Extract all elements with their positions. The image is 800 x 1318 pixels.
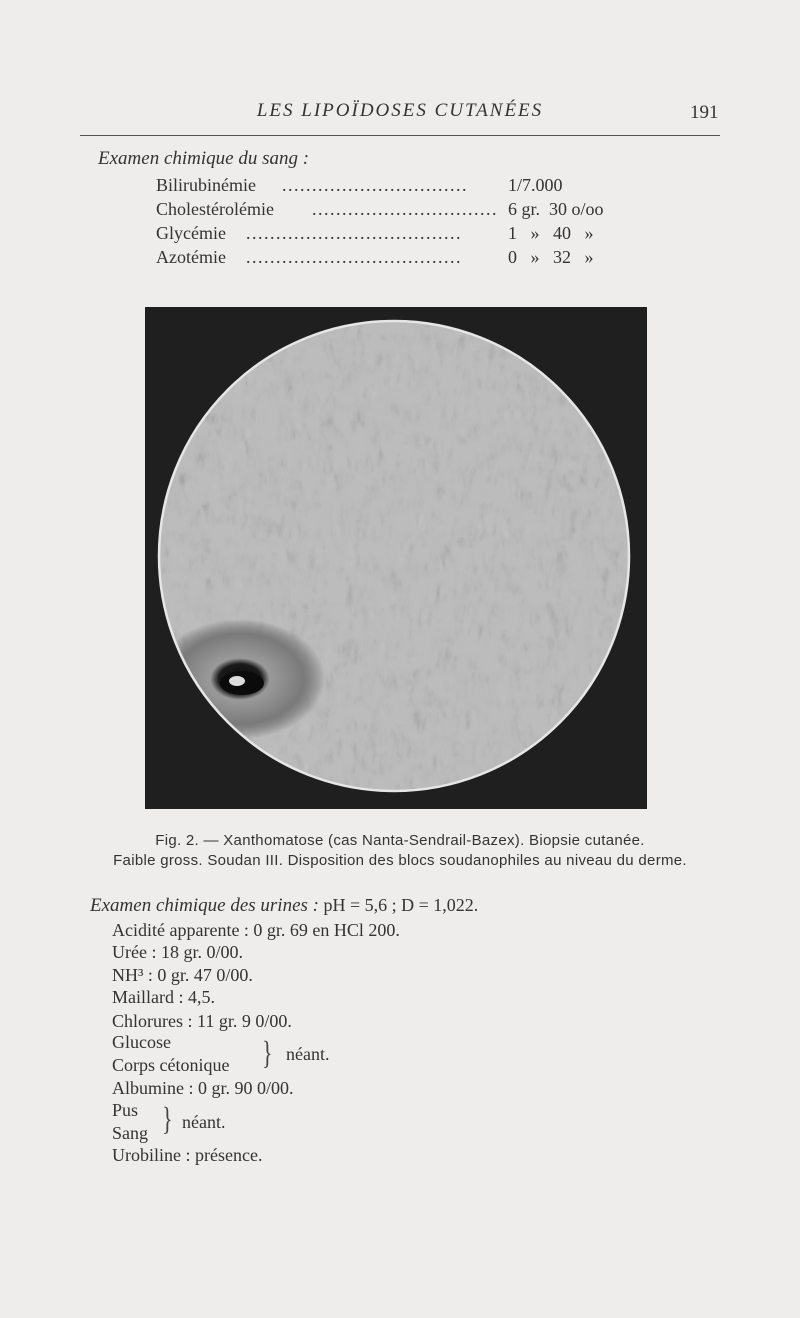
brace-icon: } <box>162 1099 173 1137</box>
running-title: LES LIPOÏDOSES CUTANÉES <box>256 100 544 121</box>
urine-exam-heading <box>90 895 478 917</box>
header-rule <box>80 135 720 136</box>
blood-row-label: Cholestérolémie <box>156 199 274 219</box>
urine-pus: Pus <box>112 1100 139 1120</box>
leader-dots: .................................... <box>246 247 462 267</box>
micrograph-figure <box>145 307 647 809</box>
blood-row-value: 1 » 40 » <box>508 223 594 243</box>
urine-albumine: Albumine : 0 gr. 90 0/00. <box>112 1078 294 1098</box>
blood-row-label: Azotémie <box>156 247 226 267</box>
blood-row-label: Glycémie <box>156 223 226 243</box>
blood-row-value: 0 » 32 » <box>508 247 594 267</box>
leader-dots: ............................... <box>312 199 498 219</box>
urine-maillard: Maillard : 4,5. <box>112 987 215 1007</box>
blood-row-bilirubinemie <box>156 175 656 199</box>
figure-caption-line2: Faible gross. Soudan III. Disposition des blocs soudanophiles au niveau du derme. <box>113 852 687 869</box>
blood-row-cholesterolemie <box>156 199 656 223</box>
blood-row-label: Bilirubinémie <box>156 175 256 195</box>
figure-caption-line1: Fig. 2. — Xanthomatose (cas Nanta-Sendrail-Bazex). Biopsie cutanée. <box>155 832 645 849</box>
brace-icon: } <box>262 1033 273 1071</box>
urine-glucose: Glucose <box>112 1032 171 1052</box>
leader-dots: .................................... <box>246 223 462 243</box>
urine-exam-ph-density: pH = 5,6 ; D = 1,022. <box>319 895 479 915</box>
urine-sang: Sang <box>112 1123 148 1143</box>
blood-row-value: 1/7.000 <box>508 175 563 195</box>
urine-exam-title: Examen chimique des urines : <box>90 895 319 916</box>
urine-group1-value: néant. <box>286 1044 330 1064</box>
blood-row-value: 6 gr. 30 o/oo <box>508 199 604 219</box>
micrograph-image <box>145 307 647 809</box>
urine-group2-value: néant. <box>182 1112 226 1132</box>
blood-row-glycemie <box>156 223 656 247</box>
urine-corps-cetonique: Corps cétonique <box>112 1055 230 1075</box>
page-number: 191 <box>690 102 719 123</box>
urine-chlorures: Chlorures : 11 gr. 9 0/00. <box>112 1011 292 1031</box>
urine-nh3: NH³ : 0 gr. 47 0/00. <box>112 965 253 985</box>
blood-row-azotemie <box>156 247 656 271</box>
urine-acidite: Acidité apparente : 0 gr. 69 en HCl 200. <box>112 920 400 940</box>
urine-uree: Urée : 18 gr. 0/00. <box>112 942 243 962</box>
blood-exam-heading: Examen chimique du sang : <box>98 148 310 169</box>
urine-urobiline: Urobiline : présence. <box>112 1145 263 1165</box>
leader-dots: ............................... <box>282 175 468 195</box>
